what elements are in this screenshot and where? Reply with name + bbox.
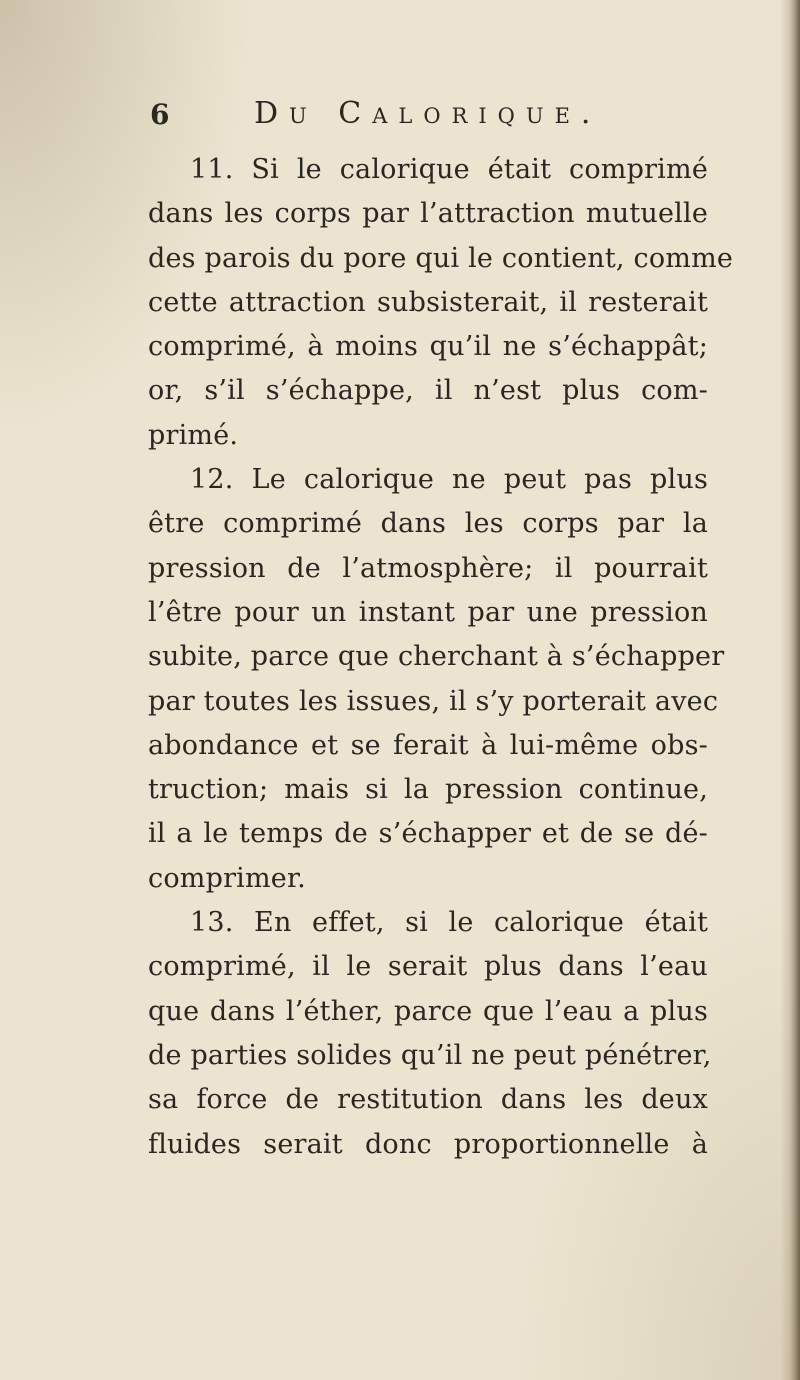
text-line: il a le temps de s’échapper et de se dé- xyxy=(148,818,708,850)
text-line: 11. Si le calorique était comprimé xyxy=(190,154,708,185)
text-line: abondance et se ferait à lui-même obs- xyxy=(148,729,708,761)
text-line: fluides serait donc proportionnelle à xyxy=(148,1128,708,1160)
text-line: par toutes les issues, il s’y porterait avec xyxy=(148,685,719,717)
text-line: cette attraction subsisterait, il resterait xyxy=(148,286,708,318)
text-line: truction; mais si la pression continue, xyxy=(148,774,708,806)
text-line: de parties solides qu’il ne peut pénétrer, xyxy=(148,1039,712,1071)
text-line: pression de l’atmosphère; il pourrait xyxy=(148,552,708,584)
running-title: Du Calorique. xyxy=(254,96,602,131)
page-edge-shadow xyxy=(790,0,800,1380)
text-line: l’être pour un instant par une pression xyxy=(148,596,708,628)
text-line: or, s’il s’échappe, il n’est plus com- xyxy=(148,375,708,407)
paragraph-11 xyxy=(148,148,734,458)
text-line: comprimer. xyxy=(148,862,306,894)
page-header xyxy=(150,96,630,136)
body-text xyxy=(148,148,734,1167)
page-number: 6 xyxy=(150,98,170,131)
text-line: subite, parce que cherchant à s’échapper xyxy=(148,641,725,673)
text-line: que dans l’éther, parce que l’eau a plus xyxy=(148,995,708,1027)
text-line: 12. Le calorique ne peut pas plus xyxy=(190,464,708,496)
text-line: primé. xyxy=(148,419,239,451)
text-line: comprimé, à moins qu’il ne s’échappât; xyxy=(148,331,708,363)
text-line: sa force de restitution dans les deux xyxy=(148,1084,708,1116)
paragraph-13 xyxy=(148,901,712,1167)
text-line: dans les corps par l’attraction mutuelle xyxy=(148,198,708,230)
paragraph-12 xyxy=(148,458,725,901)
text-line: des parois du pore qui le contient, comme xyxy=(148,242,734,274)
text-line: comprimé, il le serait plus dans l’eau xyxy=(148,951,708,983)
text-line: être comprimé dans les corps par la xyxy=(148,508,708,540)
text-line: 13. En effet, si le calorique était xyxy=(190,907,708,939)
